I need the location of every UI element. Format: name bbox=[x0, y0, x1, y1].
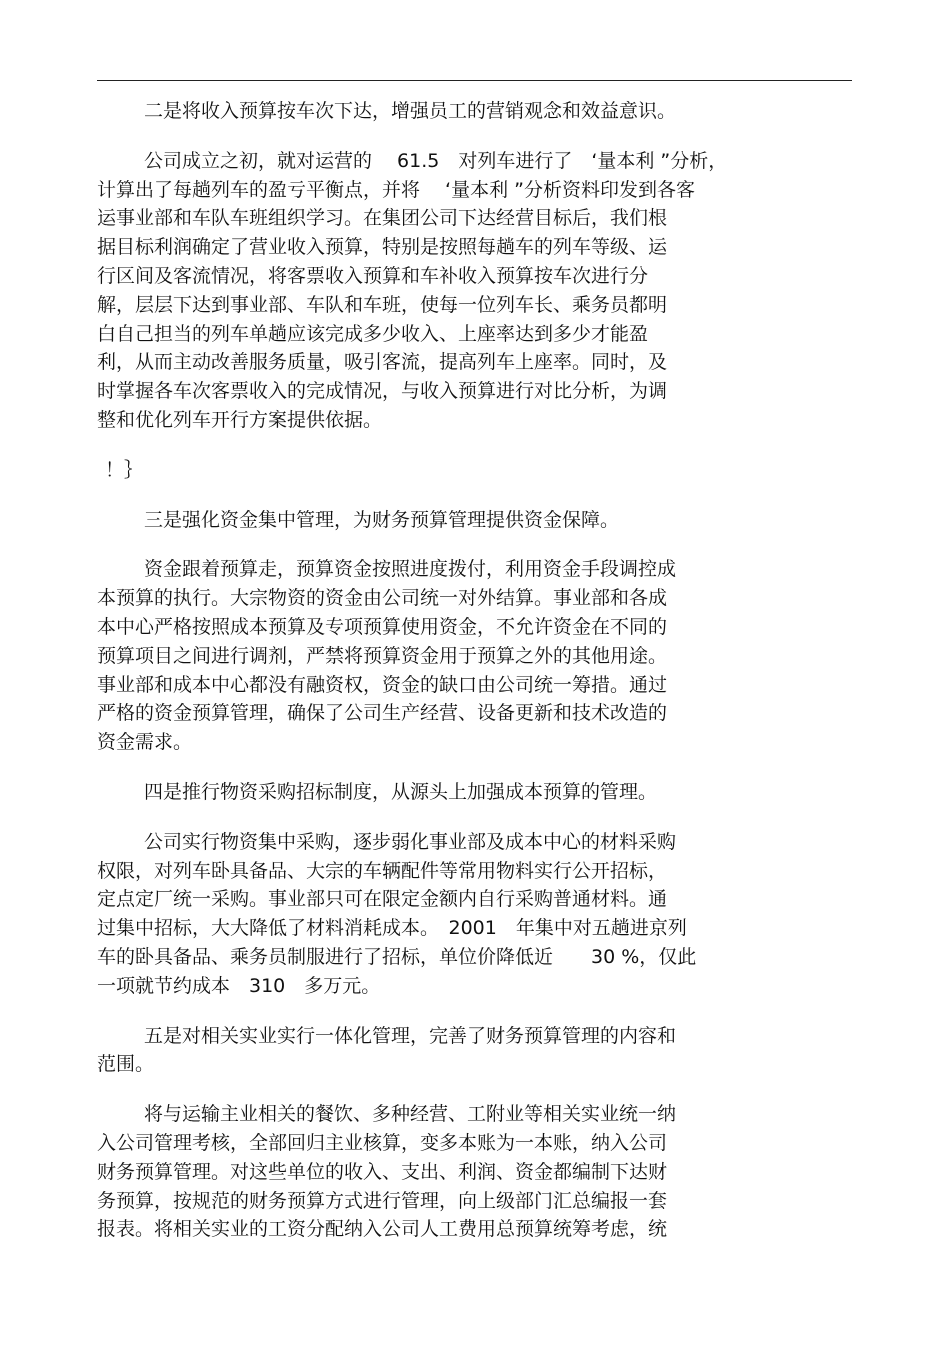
text-line: 运事业部和车队车班组织学习。在集团公司下达经营目标后，我们根 bbox=[97, 207, 668, 230]
text-line: 事业部和成本中心都没有融资权，资金的缺口由公司统一筹措。通过 bbox=[97, 673, 668, 696]
text-line: 行区间及客流情况，将客票收入预算和车补收入预算按车次进行分 bbox=[97, 264, 649, 287]
text-line: 资金需求。 bbox=[97, 731, 193, 754]
paragraph bbox=[97, 555, 777, 757]
section-heading: 二是将收入预算按车次下达，增强员工的营销观念和效益意识。 bbox=[144, 100, 677, 122]
text-line: 预算项目之间进行调剂，严禁将预算资金用于预算之外的其他用途。 bbox=[97, 644, 668, 667]
text-line: 利，从而主动改善服务质量，吸引客流，提高列车上座率。同时，及 bbox=[97, 351, 668, 374]
text-line: 车的卧具备品、乘务员制服进行了招标，单位价降低近 30 %，仅此 bbox=[97, 945, 697, 968]
text-line: 整和优化列车开行方案提供依据。 bbox=[97, 408, 383, 431]
paragraph bbox=[97, 1100, 777, 1244]
text-line: 本预算的执行。大宗物资的资金由公司统一对外结算。事业部和各成 bbox=[97, 587, 668, 610]
text-line: 报表。将相关实业的工资分配纳入公司人工费用总预算统筹考虑，统 bbox=[97, 1218, 668, 1241]
text-line: 财务预算管理。对这些单位的收入、支出、利润、资金都编制下达财 bbox=[97, 1160, 668, 1183]
paragraph bbox=[97, 147, 777, 435]
text-line: 资金跟着预算走，预算资金按照进度拨付，利用资金手段调控成 bbox=[144, 558, 677, 581]
section-heading: 三是强化资金集中管理，为财务预算管理提供资金保障。 bbox=[144, 508, 620, 531]
text-line: 将与运输主业相关的餐饮、多种经营、工附业等相关实业统一纳 bbox=[144, 1103, 677, 1126]
text-line: 据目标利润确定了营业收入预算，特别是按照每趟车的列车等级、运 bbox=[97, 236, 668, 259]
text-line: 白自己担当的列车单趟应该完成多少收入、上座率达到多少才能盈 bbox=[97, 322, 649, 345]
text-line: 时掌握各车次客票收入的完成情况，与收入预算进行对比分析，为调 bbox=[97, 380, 668, 403]
text-line: 一项就节约成本 310 多万元。 bbox=[97, 974, 381, 997]
text-line: 务预算，按规范的财务预算方式进行管理，向上级部门汇总编报一套 bbox=[97, 1189, 668, 1212]
text-line: 公司实行物资集中采购，逐步弱化事业部及成本中心的材料采购 bbox=[144, 830, 677, 853]
text-line: 解，层层下达到事业部、车队和车班，使每一位列车长、乘务员都明 bbox=[97, 293, 668, 316]
text-line: 入公司管理考核，全部回归主业核算，变多本账为一本账，纳入公司 bbox=[97, 1131, 668, 1154]
text-line: 五是对相关实业实行一体化管理，完善了财务预算管理的内容和 bbox=[144, 1024, 677, 1047]
section-heading bbox=[97, 1022, 777, 1080]
section-heading: 四是推行物资采购招标制度，从源头上加强成本预算的管理。 bbox=[144, 780, 658, 803]
text-line: 过集中招标，大大降低了材料消耗成本。 2001 年集中对五趟进京列 bbox=[97, 917, 687, 940]
text-line: 范围。 bbox=[97, 1053, 155, 1076]
header-rule bbox=[97, 80, 852, 81]
text-line: 严格的资金预算管理，确保了公司生产经营、设备更新和技术改造的 bbox=[97, 702, 668, 725]
text-line: 定点定厂统一采购。事业部只可在限定金额内自行采购普通材料。通 bbox=[97, 888, 668, 911]
document-body bbox=[97, 97, 777, 1265]
stray-mark: ！｝ bbox=[105, 458, 144, 481]
text-line: 公司成立之初，就对运营的 61.5 对列车进行了 ‘量本利 ”分析， bbox=[144, 149, 728, 172]
text-line: 计算出了每趟列车的盈亏平衡点，并将 ‘量本利 ”分析资料印发到各客 bbox=[97, 178, 695, 201]
text-line: 权限，对列车卧具备品、大宗的车辆配件等常用物料实行公开招标， bbox=[97, 859, 668, 882]
text-line: 本中心严格按照成本预算及专项预算使用资金，不允许资金在不同的 bbox=[97, 615, 668, 638]
paragraph bbox=[97, 828, 777, 1001]
